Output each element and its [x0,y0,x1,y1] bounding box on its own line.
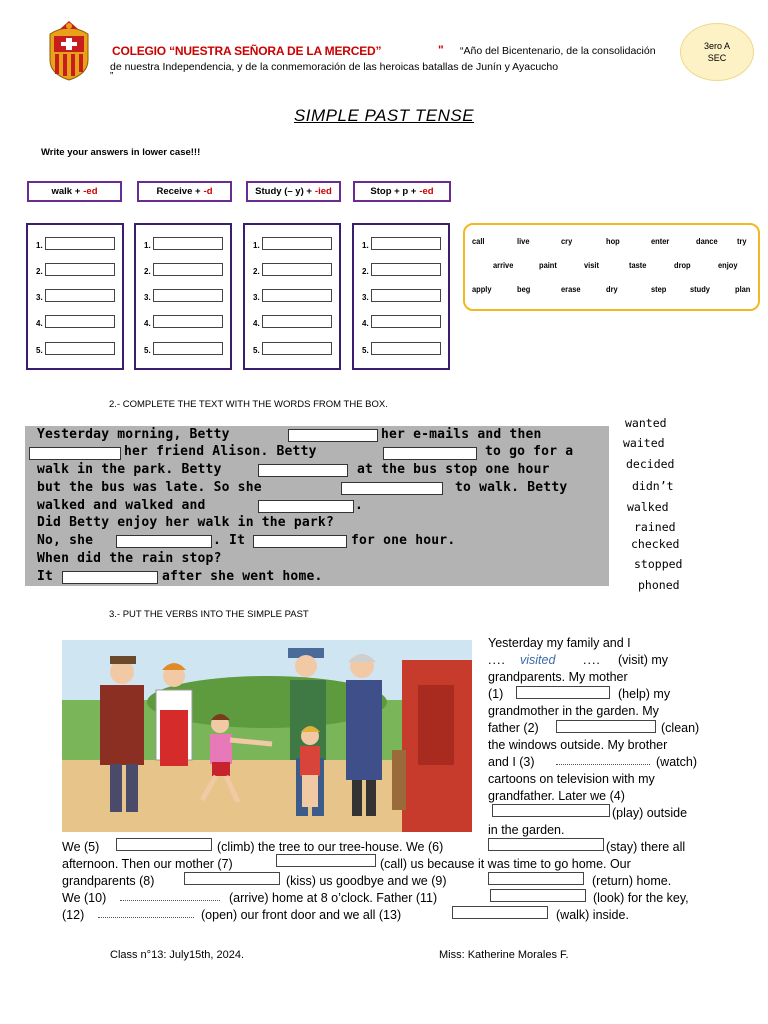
answer-field[interactable] [371,342,441,355]
text-line: for one hour. [351,533,456,548]
rule-box-4 [353,181,451,202]
answer-row [36,342,115,355]
answer-field[interactable] [262,342,332,355]
exercise-line: (12) [62,908,85,922]
row-number: 1. [144,241,151,250]
option-word: decided [626,457,675,471]
row-number: 2. [253,267,260,276]
exercise-line: cartoons on television with my [488,772,655,786]
answer-line-12[interactable] [98,906,194,918]
motto-line-3: ” [110,71,114,82]
word-bank-word: taste [629,260,647,270]
rule-box-1 [27,181,122,202]
row-number: 3. [36,293,43,302]
answer-row [36,315,115,328]
row-number: 5. [253,346,260,355]
answer-row [144,315,223,328]
answer-row [362,342,441,355]
text-line: When did the rain stop? [37,551,222,566]
answer-field[interactable] [371,315,441,328]
exercise-line: (help) my [618,687,671,701]
answer-row [253,342,332,355]
rule-base: Study (– y) + [255,186,312,197]
answer-row [144,237,223,250]
answer-box-13[interactable] [452,906,548,919]
row-number: 2. [362,267,369,276]
answer-blank[interactable] [62,571,158,584]
answer-line-10[interactable] [120,889,220,901]
option-word: phoned [638,578,680,592]
answer-row [253,237,332,250]
text-line: after she went home. [162,569,323,584]
answer-box-11[interactable] [490,889,586,902]
text-line: her friend Alison. Betty [124,444,317,459]
exercise-line: (stay) there all [606,840,686,854]
answer-row [362,315,441,328]
exercise-line: Yesterday my family and I [488,636,631,650]
answer-box-9[interactable] [488,872,584,885]
section-3-heading: 3.- PUT THE VERBS INTO THE SIMPLE PAST [109,609,309,620]
answer-field[interactable] [262,289,332,302]
exercise-line: We (10) [62,891,107,905]
answer-box-7[interactable] [276,854,376,867]
text-line: walk in the park. Betty [37,462,222,477]
grade-label: 3ero A [703,41,731,51]
row-number: 1. [253,241,260,250]
word-bank-word: study [690,284,710,294]
answer-row [253,289,332,302]
school-crest-icon [42,20,96,82]
rule-suffix: -ed [419,186,434,197]
answer-field[interactable] [262,315,332,328]
reading-text-box [25,426,609,586]
answer-field[interactable] [262,263,332,276]
exercise-line: (kiss) us goodbye and we (9) [286,874,447,888]
answer-column-1 [26,223,124,370]
exercise-line: grandparents. My mother [488,670,628,684]
answer-row [362,289,441,302]
answer-field[interactable] [45,237,115,250]
row-number: 5. [362,346,369,355]
row-number: 5. [36,346,43,355]
family-illustration-icon [62,640,472,832]
text-line: to go for a [485,444,574,459]
answer-blank[interactable] [116,535,212,548]
answer-field[interactable] [45,315,115,328]
word-bank-word: apply [472,284,492,294]
answer-row [144,263,223,276]
answer-row [36,289,115,302]
row-number: 3. [144,293,151,302]
word-bank-word: call [472,236,485,246]
exercise-line: (arrive) home at 8 o’clock. Father (11) [229,891,438,905]
answer-field[interactable] [45,263,115,276]
exercise-line: (open) our front door and we all (13) [201,908,402,922]
answer-row [253,263,332,276]
text-line: but the bus was late. So she [37,480,262,495]
text-line: It [37,569,54,584]
answer-row [144,289,223,302]
rule-suffix: -d [203,186,213,197]
word-bank-word: paint [539,260,557,270]
exercise-line: We (5) [62,840,100,854]
exercise-line: in the garden. [488,823,565,837]
instruction: Write your answers in lower case!!! [41,147,201,158]
motto-line-2: de nuestra Independencia, y de la conmemoración de las heroicas batallas de Junín y Ayacucho [110,61,559,73]
row-number: 1. [362,241,369,250]
row-number: 2. [144,267,151,276]
row-number: 2. [36,267,43,276]
answer-line-3[interactable] [556,753,650,765]
word-bank-word: dry [606,284,618,294]
rule-box-3 [246,181,341,202]
answer-row [253,315,332,328]
answer-field[interactable] [153,263,223,276]
row-number: 5. [144,346,151,355]
answer-row [36,237,115,250]
row-number: 4. [36,319,43,328]
text-line: Yesterday morning, Betty [37,427,230,442]
grade-badge [680,23,754,81]
text-line: No, she [37,533,94,548]
section-2-heading: 2.- COMPLETE THE TEXT WITH THE WORDS FROM THE BOX. [109,399,388,410]
word-bank-word: hop [606,236,620,246]
school-name-mark: " [438,43,444,57]
row-number: 4. [362,319,369,328]
option-word: checked [631,537,680,551]
exercise-line: father (2) [488,721,539,735]
exercise-line: and I (3) [488,755,535,769]
example-dots: .... [583,653,601,667]
word-bank-word: visit [584,260,599,270]
answer-box-8[interactable] [184,872,280,885]
answer-column-2 [134,223,232,370]
word-bank-word: cry [561,236,573,246]
answer-field[interactable] [45,342,115,355]
exercise-line: (walk) inside. [556,908,629,922]
text-line: her e-mails and then [381,427,542,442]
exercise-line: (climb) the tree to our tree-house. We (6) [217,840,444,854]
option-word: didn’t [632,479,674,493]
answer-box-1[interactable] [516,686,610,699]
rule-base: Stop + p + [370,186,417,197]
exercise-line: (visit) my [618,653,668,667]
answer-blank[interactable] [288,429,378,442]
exercise-line: grandmother in the garden. My [488,704,659,718]
rule-base: Receive + [156,186,201,197]
exercise-line: (1) [488,687,504,701]
option-word: waited [623,436,665,450]
exercise-line: (play) outside [612,806,688,820]
answer-blank[interactable] [341,482,443,495]
answer-column-4 [352,223,450,370]
motto-line-1: “Año del Bicentenario, de la consolidación [460,45,656,57]
answer-row [36,263,115,276]
answer-field[interactable] [262,237,332,250]
answer-field[interactable] [371,289,441,302]
word-bank-word: step [651,284,667,294]
answer-field[interactable] [153,237,223,250]
word-bank-word: plan [735,284,751,294]
answer-field[interactable] [371,263,441,276]
answer-blank[interactable] [258,464,348,477]
option-word: walked [627,500,669,514]
answer-row [362,263,441,276]
word-bank-word: enter [651,236,670,246]
answer-blank[interactable] [258,500,354,513]
answer-row [144,342,223,355]
option-word: stopped [634,557,683,571]
answer-box-5[interactable] [116,838,212,851]
option-word: rained [634,520,676,534]
exercise-line: (call) us because it was time to go home. Our [380,857,631,871]
exercise-line: grandparents (8) [62,874,155,888]
exercise-line: (clean) [661,721,700,735]
text-line: at the bus stop one hour [357,462,550,477]
word-bank-word: arrive [493,260,514,270]
answer-box-4[interactable] [492,804,610,817]
rule-suffix: -ied [314,186,332,197]
row-number: 4. [253,319,260,328]
text-line: . It [213,533,246,548]
exercise-line: the windows outside. My brother [488,738,668,752]
word-bank-word: enjoy [718,260,738,270]
answer-blank[interactable] [29,447,121,460]
text-line: walked and walked and [37,498,206,513]
rule-suffix: -ed [83,186,98,197]
rule-base: walk + [51,186,81,197]
word-bank-word: beg [517,284,531,294]
exercise-line: (watch) [656,755,697,769]
answer-box-6[interactable] [488,838,604,851]
row-number: 3. [253,293,260,302]
answer-row [362,237,441,250]
text-line: Did Betty enjoy her walk in the park? [37,515,334,530]
answer-blank[interactable] [383,447,477,460]
word-bank-word: erase [561,284,581,294]
rule-box-2 [137,181,232,202]
word-bank-word: try [737,236,747,246]
answer-field[interactable] [153,342,223,355]
word-bank [463,223,760,311]
answer-field[interactable] [45,289,115,302]
row-number: 4. [144,319,151,328]
text-line: . [355,498,364,513]
exercise-line: (return) home. [592,874,672,888]
text-line: to walk. Betty [455,480,568,495]
exercise-line: grandfather. Later we (4) [488,789,625,803]
exercise-line: (look) for the key, [593,891,689,905]
class-info: Class n°13: July15th, 2024. [110,949,245,961]
answer-field[interactable] [153,315,223,328]
teacher-name: Miss: Katherine Morales F. [439,949,569,961]
row-number: 1. [36,241,43,250]
word-bank-word: drop [674,260,691,270]
word-bank-word: dance [696,236,718,246]
answer-column-3 [243,223,341,370]
exercise-line: afternoon. Then our mother (7) [62,857,233,871]
example-answer: visited [520,653,556,667]
answer-field[interactable] [371,237,441,250]
row-number: 3. [362,293,369,302]
word-bank-word: live [517,236,530,246]
example-dots: .... [488,653,506,667]
answer-blank[interactable] [253,535,347,548]
answer-field[interactable] [153,289,223,302]
answer-box-2[interactable] [556,720,656,733]
option-word: wanted [625,416,667,430]
page-title: SIMPLE PAST TENSE [293,106,475,125]
school-name: COLEGIO “NUESTRA SEÑORA DE LA MERCED” [112,44,382,58]
level-label: SEC [707,53,727,63]
